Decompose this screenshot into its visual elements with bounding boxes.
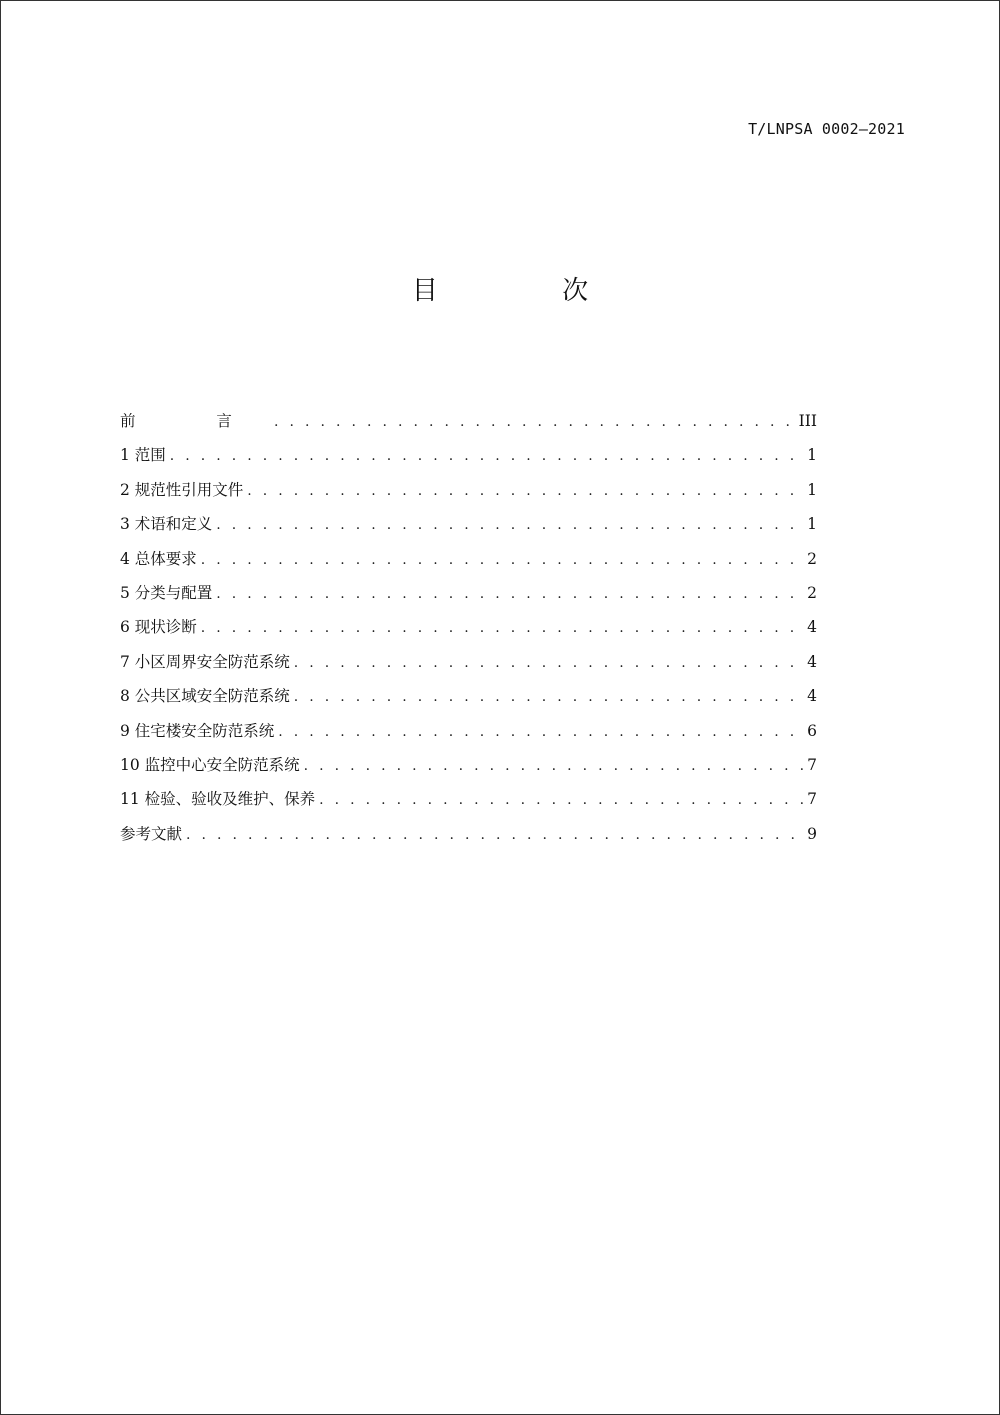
toc-item-general-requirements[interactable] xyxy=(120,542,817,576)
toc-leader-dots xyxy=(278,715,804,749)
document-code: T/LNPSA 0002—2021 xyxy=(748,120,905,138)
toc-leader-dots xyxy=(294,646,804,680)
toc-leader-dots xyxy=(247,474,804,508)
toc-leader-dots xyxy=(274,405,796,439)
toc-item-page: 6 xyxy=(807,721,817,740)
toc-item-scope[interactable] xyxy=(120,438,817,472)
toc-leader-dots xyxy=(304,749,804,783)
toc-item-page: 7 xyxy=(807,755,817,774)
toc-item-page: III xyxy=(798,412,817,430)
toc-item-label: 11 检验、验收及维护、保养 xyxy=(120,790,316,809)
toc-item-page: 1 xyxy=(807,446,817,465)
toc-leader-dots xyxy=(319,783,804,817)
toc-item-page: 2 xyxy=(807,583,817,602)
toc-item-page: 1 xyxy=(807,480,817,499)
toc-item-label: 7 小区周界安全防范系统 xyxy=(120,652,290,671)
toc-item-label: 10 监控中心安全防范系统 xyxy=(120,755,300,774)
toc-item-page: 4 xyxy=(807,618,817,637)
toc-item-page: 7 xyxy=(807,790,817,809)
toc-item-page: 9 xyxy=(807,824,817,843)
toc-item-residential-building-security[interactable] xyxy=(120,714,817,748)
toc-item-label: 8 公共区域安全防范系统 xyxy=(120,687,290,706)
toc-leader-dots xyxy=(216,577,804,611)
toc-item-label: 1 范围 xyxy=(120,446,166,465)
toc-item-normative-references[interactable] xyxy=(120,473,817,507)
toc-item-label: 9 住宅楼安全防范系统 xyxy=(120,721,275,740)
toc-item-label: 6 现状诊断 xyxy=(120,618,197,637)
toc-item-page: 2 xyxy=(807,549,817,568)
toc-item-label: 2 规范性引用文件 xyxy=(120,480,244,499)
toc-item-public-area-security[interactable] xyxy=(120,679,817,713)
toc-item-monitoring-center-security[interactable] xyxy=(120,748,817,782)
toc-item-inspection-maintenance[interactable] xyxy=(120,782,817,816)
toc-item-page: 4 xyxy=(807,687,817,706)
toc-item-classification-configuration[interactable] xyxy=(120,576,817,610)
toc-item-perimeter-security[interactable] xyxy=(120,645,817,679)
toc-leader-dots xyxy=(201,611,804,645)
toc-item-label: 前 言 xyxy=(120,412,270,430)
toc-item-label: 参考文献 xyxy=(120,824,183,843)
toc-leader-dots xyxy=(170,439,804,473)
toc-leader-dots xyxy=(216,508,804,542)
toc-item-page: 1 xyxy=(807,515,817,534)
toc-item-label: 5 分类与配置 xyxy=(120,583,213,602)
toc-item-terms-definitions[interactable] xyxy=(120,507,817,541)
toc-item-label: 4 总体要求 xyxy=(120,549,197,568)
toc-item-foreword[interactable] xyxy=(120,404,817,438)
toc-item-status-diagnosis[interactable] xyxy=(120,610,817,644)
toc-item-page: 4 xyxy=(807,652,817,671)
toc-leader-dots xyxy=(186,818,804,852)
table-of-contents xyxy=(120,404,817,851)
toc-item-label: 3 术语和定义 xyxy=(120,515,213,534)
toc-leader-dots xyxy=(294,680,804,714)
toc-leader-dots xyxy=(201,543,804,577)
toc-item-bibliography[interactable] xyxy=(120,817,817,851)
toc-title: 目 次 xyxy=(411,276,647,306)
